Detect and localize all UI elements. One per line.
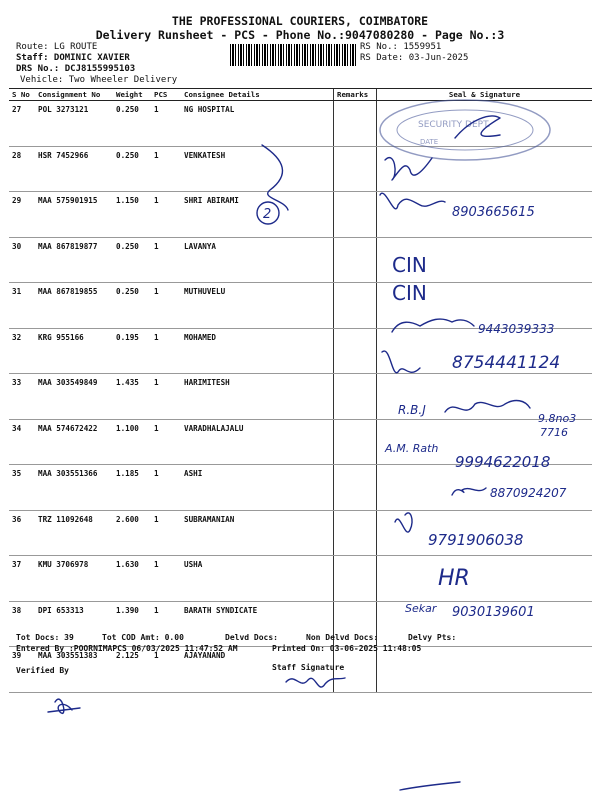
cell-pcs: 1 xyxy=(151,419,181,465)
row30-text: CIN xyxy=(392,253,427,277)
security-stamp xyxy=(380,100,550,160)
cell-weight: 1.185 xyxy=(113,465,151,511)
cell-weight: 0.250 xyxy=(113,237,151,283)
cell-consignee: VENKATESH xyxy=(181,146,334,192)
cell-sno: 29 xyxy=(9,192,35,238)
cell-weight: 0.250 xyxy=(113,101,151,147)
cell-sno: 36 xyxy=(9,510,35,556)
company-title: THE PROFESSIONAL COURIERS, COIMBATORE xyxy=(171,14,429,28)
verified-by-label: Verified By xyxy=(16,666,69,675)
staff-signature-label: Staff Signature xyxy=(272,663,345,672)
printed-on: Printed On: 03-06-2025 11:48:05 xyxy=(272,644,422,653)
cell-weight: 0.250 xyxy=(113,283,151,329)
signature-stroke xyxy=(400,782,460,790)
cell-weight: 1.630 xyxy=(113,556,151,602)
cell-consignment: POL 3273121 xyxy=(35,101,113,147)
rs-date-label: RS Date: 03-Jun-2025 xyxy=(360,53,469,63)
cell-sno: 39 xyxy=(9,647,35,693)
non-delvd-docs: Non Delvd Docs: xyxy=(306,633,379,642)
cell-consignee: USHA xyxy=(181,556,334,602)
cell-weight: 1.100 xyxy=(113,419,151,465)
signature-stroke xyxy=(452,488,486,495)
verified-signature-scribble xyxy=(48,699,80,713)
cell-consignment: KMU 3706978 xyxy=(35,556,113,602)
signature-stroke xyxy=(392,319,474,332)
col-weight: Weight xyxy=(113,89,151,101)
cell-consignment: MAA 574672422 xyxy=(35,419,113,465)
cell-sno: 33 xyxy=(9,374,35,420)
cell-weight: 0.250 xyxy=(113,146,151,192)
col-sno: S No xyxy=(9,89,35,101)
row36-phone: 8870924207 xyxy=(490,486,567,500)
cell-sno: 35 xyxy=(9,465,35,511)
entered-by: Entered By :POORNIMAPCS 06/03/2025 11:47:52 AM xyxy=(16,644,238,653)
cell-pcs: 1 xyxy=(151,374,181,420)
cell-consignee: ASHI xyxy=(181,465,334,511)
cell-consignment: MAA 303551383 xyxy=(35,647,113,693)
stamp-text: SECURITY DEPT. xyxy=(418,120,491,130)
tot-cod-amt: Tot COD Amt: 0.00 xyxy=(102,633,184,642)
cell-consignee: BARATH SYNDICATE xyxy=(181,601,334,647)
cell-consignee: NG HOSPITAL xyxy=(181,101,334,147)
row33-phone: 8754441124 xyxy=(452,353,561,373)
stamp-date: DATE xyxy=(420,138,439,146)
delvy-pts: Delvy Pts: xyxy=(408,633,457,642)
drs-label: DRS No.: DCJ8155995103 xyxy=(16,64,136,74)
cell-weight: 1.435 xyxy=(113,374,151,420)
cell-consignee: AJAYANAND xyxy=(181,647,334,693)
col-consignment: Consignment No xyxy=(35,89,113,101)
delvd-docs: Delvd Docs: xyxy=(225,633,278,642)
cell-consignment: HSR 7452966 xyxy=(35,146,113,192)
runsheet-subtitle: Delivery Runsheet - PCS - Phone No.:9047080280 - Page No.:3 xyxy=(95,28,505,42)
row29-phone: 8903665615 xyxy=(452,205,535,220)
cell-weight: 1.150 xyxy=(113,192,151,238)
cell-sno: 31 xyxy=(9,283,35,329)
cell-consignment: KRG 955166 xyxy=(35,328,113,374)
signature-stroke xyxy=(382,351,420,373)
cell-pcs: 1 xyxy=(151,283,181,329)
cell-sno: 37 xyxy=(9,556,35,602)
col-remarks: Remarks xyxy=(334,89,377,101)
cell-consignee: SHRI ABIRAMI xyxy=(181,192,334,238)
cell-pcs: 1 xyxy=(151,146,181,192)
cell-sno: 30 xyxy=(9,237,35,283)
col-pcs: PCS xyxy=(151,89,181,101)
row35-time: 7716 xyxy=(540,426,568,439)
cell-consignee: MOHAMED xyxy=(181,328,334,374)
cell-pcs: 1 xyxy=(151,601,181,647)
signature-stroke xyxy=(262,145,288,210)
row38-text: HR xyxy=(438,566,470,591)
row32-phone: 9443039333 xyxy=(478,322,555,336)
cell-consignment: MAA 575901915 xyxy=(35,192,113,238)
cell-consignee: VARADHALAJALU xyxy=(181,419,334,465)
cell-weight: 1.390 xyxy=(113,601,151,647)
col-seal: Seal & Signature xyxy=(377,89,593,101)
vehicle-label: Vehicle: Two Wheeler Delivery xyxy=(20,75,178,85)
cell-sno: 32 xyxy=(9,328,35,374)
cell-consignee: MUTHUVELU xyxy=(181,283,334,329)
cell-weight: 2.125 xyxy=(113,647,151,693)
row34-text: R.B.J xyxy=(398,403,426,417)
row31-text: CIN xyxy=(392,281,427,305)
cell-pcs: 1 xyxy=(151,101,181,147)
route-label: Route: LG ROUTE xyxy=(16,42,98,52)
row35-date: 9.8no3 xyxy=(538,412,577,425)
circled-number: 2 xyxy=(263,207,272,222)
cell-sno: 34 xyxy=(9,419,35,465)
signature-stroke xyxy=(445,401,530,412)
row35-name: A.M. Rath xyxy=(385,442,439,455)
col-consignee: Consignee Details xyxy=(181,89,334,101)
cell-consignee: SUBRAMANIAN xyxy=(181,510,334,556)
row37-phone: 9791906038 xyxy=(428,531,524,549)
cell-sno: 38 xyxy=(9,601,35,647)
cell-sno: 28 xyxy=(9,146,35,192)
cell-pcs: 1 xyxy=(151,556,181,602)
staff-signature-scribble xyxy=(286,678,345,687)
cell-sno: 27 xyxy=(9,101,35,147)
cell-consignment: MAA 303551366 xyxy=(35,465,113,511)
cell-consignment: TRZ 11092648 xyxy=(35,510,113,556)
row35-phone: 9994622018 xyxy=(455,453,551,471)
cell-pcs: 1 xyxy=(151,237,181,283)
cell-pcs: 1 xyxy=(151,510,181,556)
staff-label: Staff: DOMINIC XAVIER xyxy=(16,53,130,63)
tot-docs: Tot Docs: 39 xyxy=(16,633,74,642)
cell-consignment: MAA 867819855 xyxy=(35,283,113,329)
row39-name: Sekar xyxy=(405,602,437,615)
cell-pcs: 1 xyxy=(151,192,181,238)
cell-consignment: MAA 303549849 xyxy=(35,374,113,420)
cell-consignment: DPI 653313 xyxy=(35,601,113,647)
signature-stroke xyxy=(395,513,412,532)
cell-pcs: 1 xyxy=(151,328,181,374)
signature-stroke xyxy=(385,158,432,180)
cell-pcs: 1 xyxy=(151,465,181,511)
cell-weight: 0.195 xyxy=(113,328,151,374)
row39-phone: 9030139601 xyxy=(452,605,535,620)
cell-consignee: LAVANYA xyxy=(181,237,334,283)
cell-pcs: 1 xyxy=(151,647,181,693)
cell-consignee: HARIMITESH xyxy=(181,374,334,420)
cell-weight: 2.600 xyxy=(113,510,151,556)
cell-consignment: MAA 867819877 xyxy=(35,237,113,283)
signature-stroke xyxy=(380,193,445,209)
rs-no-label: RS No.: 1559951 xyxy=(360,42,442,52)
